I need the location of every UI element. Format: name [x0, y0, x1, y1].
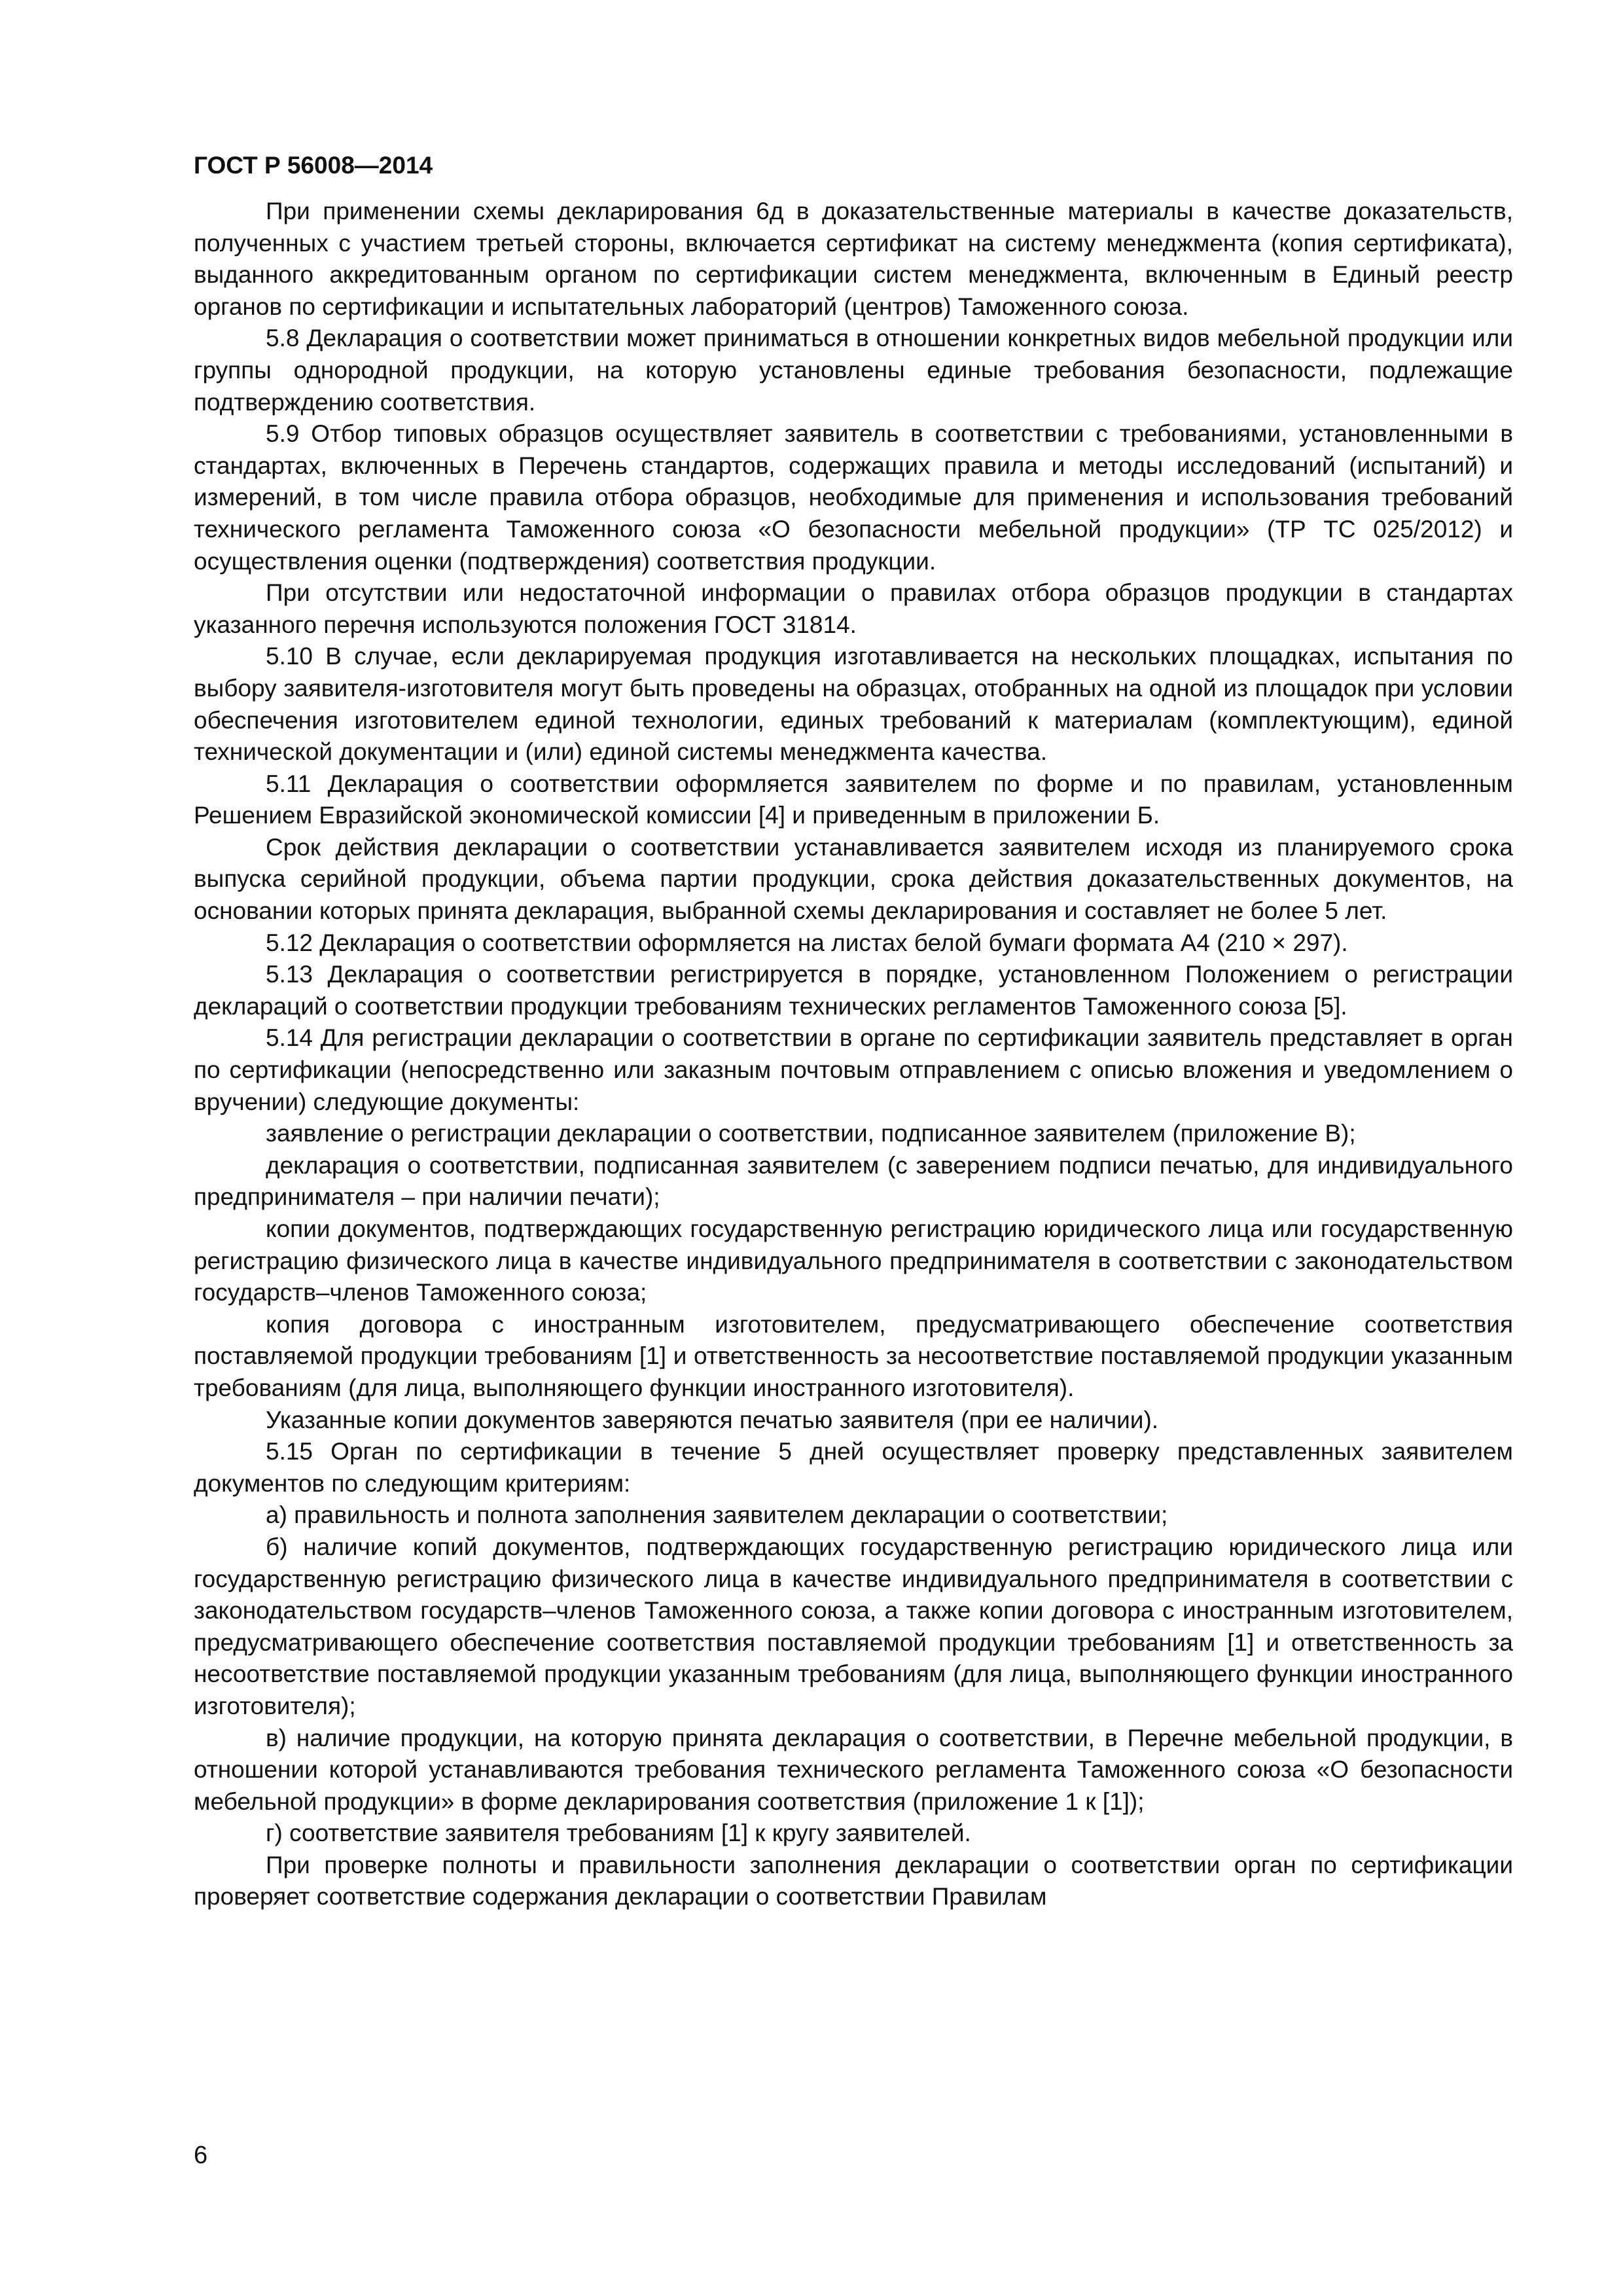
paragraph: 5.10 В случае, если декларируемая продукция изготавливается на нескольких площадках, испытания по выбору заявителя-изготовителя могут быть проведены на образцах, отобранных на одной из площадок при условии обеспечения изготовителем единой технологии, единых требований к материалам (комплектующим), единой технической документации и (или) единой системы менеджмента качества.: [194, 643, 1513, 766]
paragraph: 5.13 Декларация о соответствии регистрируется в порядке, установленном Положением о регистрации деклараций о соответствии продукции требованиям технических регламентов Таможенного союза [5].: [194, 961, 1513, 1020]
standard-header: ГОСТ Р 56008—2014: [194, 152, 433, 179]
paragraph: Срок действия декларации о соответствии устанавливается заявителем исходя из планируемого срока выпуска серийной продукции, объема партии продукции, срока действия доказательственных документов, на основании которых принята декларация, выбранной схемы декларирования и составляет не более 5 лет.: [194, 833, 1513, 925]
paragraph: 5.8 Декларация о соответствии может приниматься в отношении конкретных видов мебельной продукции или группы однородной продукции, на которую установлены единые требования безопасности, подлежащие подтверждению соответствия.: [194, 325, 1513, 416]
paragraph: 5.11 Декларация о соответствии оформляется заявителем по форме и по правилам, установленным Решением Евразийской экономической комиссии [4] и приведенным в приложении Б.: [194, 770, 1513, 829]
paragraph: г) соответствие заявителя требованиям [1] к кругу заявителей.: [266, 1820, 971, 1847]
paragraph: а) правильность и полнота заполнения заявителем декларации о соответствии;: [266, 1501, 1168, 1529]
paragraph: Указанные копии документов заверяются печатью заявителя (при ее наличии).: [266, 1406, 1159, 1433]
page-number: 6: [194, 2142, 208, 2169]
paragraph: При применении схемы декларирования 6д в доказательственные материалы в качестве доказательств, полученных с участием третьей стороны, включается сертификат на систему менеджмента (копия сертификата), выданного аккредитованным органом по сертификации систем менеджмента, включенным в Единый реестр органов по сертификации и испытательных лабораторий (центров) Таможенного союза.: [194, 198, 1513, 320]
paragraph: 5.15 Орган по сертификации в течение 5 дней осуществляет проверку представленных заявителем документов по следующим критериям:: [194, 1438, 1513, 1497]
paragraph: 5.9 Отбор типовых образцов осуществляет заявитель в соответствии с требованиями, установленными в стандартах, включенных в Перечень стандартов, содержащих правила и методы исследований (испытаний) и измерений, в том числе правила отбора образцов, необходимые для применения и использования требований технического регламента Таможенного союза «О безопасности мебельной продукции» (ТР ТС 025/2012) и осуществления оценки (подтверждения) соответствия продукции.: [194, 420, 1513, 575]
paragraph: При отсутствии или недостаточной информации о правилах отбора образцов продукции в стандартах указанного перечня используются положения ГОСТ 31814.: [194, 579, 1513, 638]
paragraph: копии документов, подтверждающих государственную регистрацию юридического лица или государственную регистрацию физического лица в качестве индивидуального предпринимателя в соответствии с законодательством государств–членов Таможенного союза;: [194, 1215, 1513, 1306]
paragraph: 5.12 Декларация о соответствии оформляется на листах белой бумаги формата А4 (210 × 297).: [266, 929, 1348, 956]
paragraph: копия договора с иностранным изготовителем, предусматривающего обеспечение соответствия поставляемой продукции требованиям [1] и ответственность за несоответствие поставляемой продукции указанным требованиям (для лица, выполняющего функции иностранного изготовителя).: [194, 1310, 1513, 1401]
paragraph: в) наличие продукции, на которую принята декларация о соответствии, в Перечне мебельной продукции, в отношении которой устанавливаются требования технического регламента Таможенного союза «О безопасности мебельной продукции» в форме декларирования соответствия (приложение 1 к [1]);: [194, 1724, 1513, 1815]
paragraph: заявление о регистрации декларации о соответствии, подписанное заявителем (приложение В);: [266, 1120, 1356, 1147]
paragraph: б) наличие копий документов, подтверждающих государственную регистрацию юридического лица или государственную регистрацию физического лица в качестве индивидуального предпринимателя в соответствии с законодательством государств–членов Таможенного союза, а также копии договора с иностранным изготовителем, предусматривающего обеспечение соответствия поставляемой продукции требованиям [1] и ответственность за несоответствие поставляемой продукции указанным требованиям (для лица, выполняющего функции иностранного изготовителя);: [194, 1533, 1513, 1719]
page-body: [194, 196, 1513, 1913]
paragraph: декларация о соответствии, подписанная заявителем (с заверением подписи печатью, для индивидуального предпринимателя – при наличии печати);: [194, 1151, 1513, 1211]
paragraph: 5.14 Для регистрации декларации о соответствии в органе по сертификации заявитель представляет в орган по сертификации (непосредственно или заказным почтовым отправлением с описью вложения и уведомлением о вручении) следующие документы:: [194, 1024, 1513, 1115]
paragraph: При проверке полноты и правильности заполнения декларации о соответствии орган по сертификации проверяет соответствие содержания декларации о соответствии Правилам: [194, 1851, 1513, 1910]
